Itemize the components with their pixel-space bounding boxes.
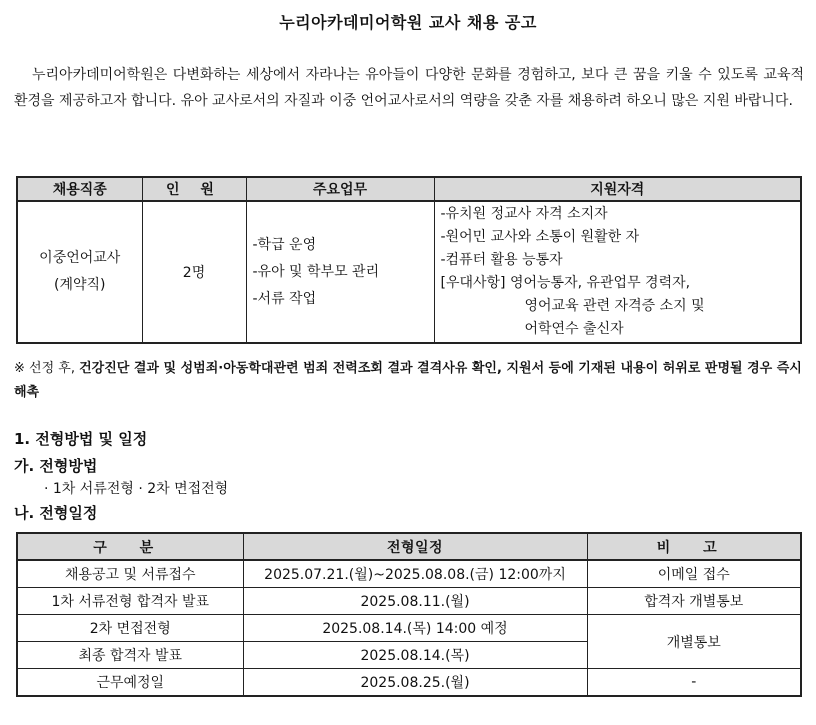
stage-cell: 1차 서류전형 합격자 발표	[17, 588, 243, 615]
notice-title: 누리아카데미어학원 교사 채용 공고	[279, 13, 537, 32]
qualification-item: -컴퓨터 활용 능통자	[440, 252, 563, 268]
note-prefix: ※ 선정 후,	[14, 361, 80, 376]
header-note: 비 고	[587, 533, 801, 560]
job-cell	[17, 201, 142, 343]
intro-paragraph: 누리아카데미어학원은 다변화하는 세상에서 자라나는 유아들이 다양한 문화를 경험하고, 보다 큰 꿈을 키울 수 있도록 교육적 환경을 제공하고자 합니다. 유아 교사로서의 자질과 이중 언어교사로서의 역량을 갖춘 자를 채용하려 하오니 많은 지원 바랍니다.	[14, 67, 804, 109]
date-cell: 2025.08.25.(월)	[243, 669, 587, 697]
schedule-row	[17, 669, 801, 697]
note-text: 건강진단 결과 및 성범죄·아동학대관련 범죄 전력조회 결과 결격사유 확인, 지원서 등에 기재된 내용이 허위로 판명될 경우 즉시 해촉	[14, 361, 802, 400]
note-cell: 이메일 접수	[587, 560, 801, 588]
schedule-row	[17, 560, 801, 588]
preference-text: 영어능통자, 유관업무 경력자,	[509, 275, 691, 291]
header-stage: 구 분	[17, 533, 243, 560]
duty-item: -학급 운영	[252, 236, 317, 253]
note-cell: 합격자 개별통보	[587, 588, 801, 615]
date-cell: 2025.08.14.(목)	[243, 642, 587, 669]
qualification-item: -원어민 교사와 소통이 원활한 자	[440, 229, 640, 245]
schedule-header	[17, 533, 801, 560]
duty-item: -유아 및 학부모 관리	[252, 263, 380, 280]
qualifications-cell	[434, 201, 801, 343]
note-cell: -	[587, 669, 801, 697]
schedule-row	[17, 615, 801, 642]
schedule-row	[17, 588, 801, 615]
subsection-heading: 나. 전형일정	[14, 504, 98, 522]
job-title: 이중언어교사	[39, 250, 121, 266]
note-cell: 개별통보	[587, 615, 801, 669]
header-qualifications: 지원자격	[434, 177, 801, 201]
stage-cell: 채용공고 및 서류접수	[17, 560, 243, 588]
date-cell: 2025.08.11.(월)	[243, 588, 587, 615]
preference-text: 영어교육 관련 자격증 소지 및	[524, 298, 705, 314]
section-heading: 1. 전형방법 및 일정	[14, 430, 148, 448]
qualification-item: -유치원 정교사 자격 소지자	[440, 206, 608, 222]
subsection-heading: 가. 전형방법	[14, 457, 98, 475]
date-cell: 2025.07.21.(월)~2025.08.08.(금) 12:00까지	[243, 560, 587, 588]
duties-cell	[246, 201, 434, 343]
header-date: 전형일정	[243, 533, 587, 560]
stage-cell: 근무예정일	[17, 669, 243, 697]
duty-item: -서류 작업	[252, 290, 317, 307]
disclaimer-note	[14, 357, 809, 405]
count-cell: 2명	[142, 201, 246, 343]
position-table-header	[17, 177, 801, 201]
header-duties: 주요업무	[246, 177, 434, 201]
stage-cell: 최종 합격자 발표	[17, 642, 243, 669]
schedule-table	[16, 532, 802, 697]
date-cell: 2025.08.14.(목) 14:00 예정	[243, 615, 587, 642]
job-type: (계약직)	[54, 277, 106, 293]
header-count: 인 원	[142, 177, 246, 201]
preference-text: 어학연수 출신자	[524, 321, 624, 337]
header-job: 채용직종	[17, 177, 142, 201]
method-item: · 1차 서류전형 · 2차 면접전형	[44, 481, 229, 497]
preference-label: [우대사항]	[440, 275, 506, 291]
preference-line	[441, 272, 801, 295]
stage-cell: 2차 면접전형	[17, 615, 243, 642]
position-table	[16, 176, 802, 344]
position-row	[17, 201, 801, 343]
